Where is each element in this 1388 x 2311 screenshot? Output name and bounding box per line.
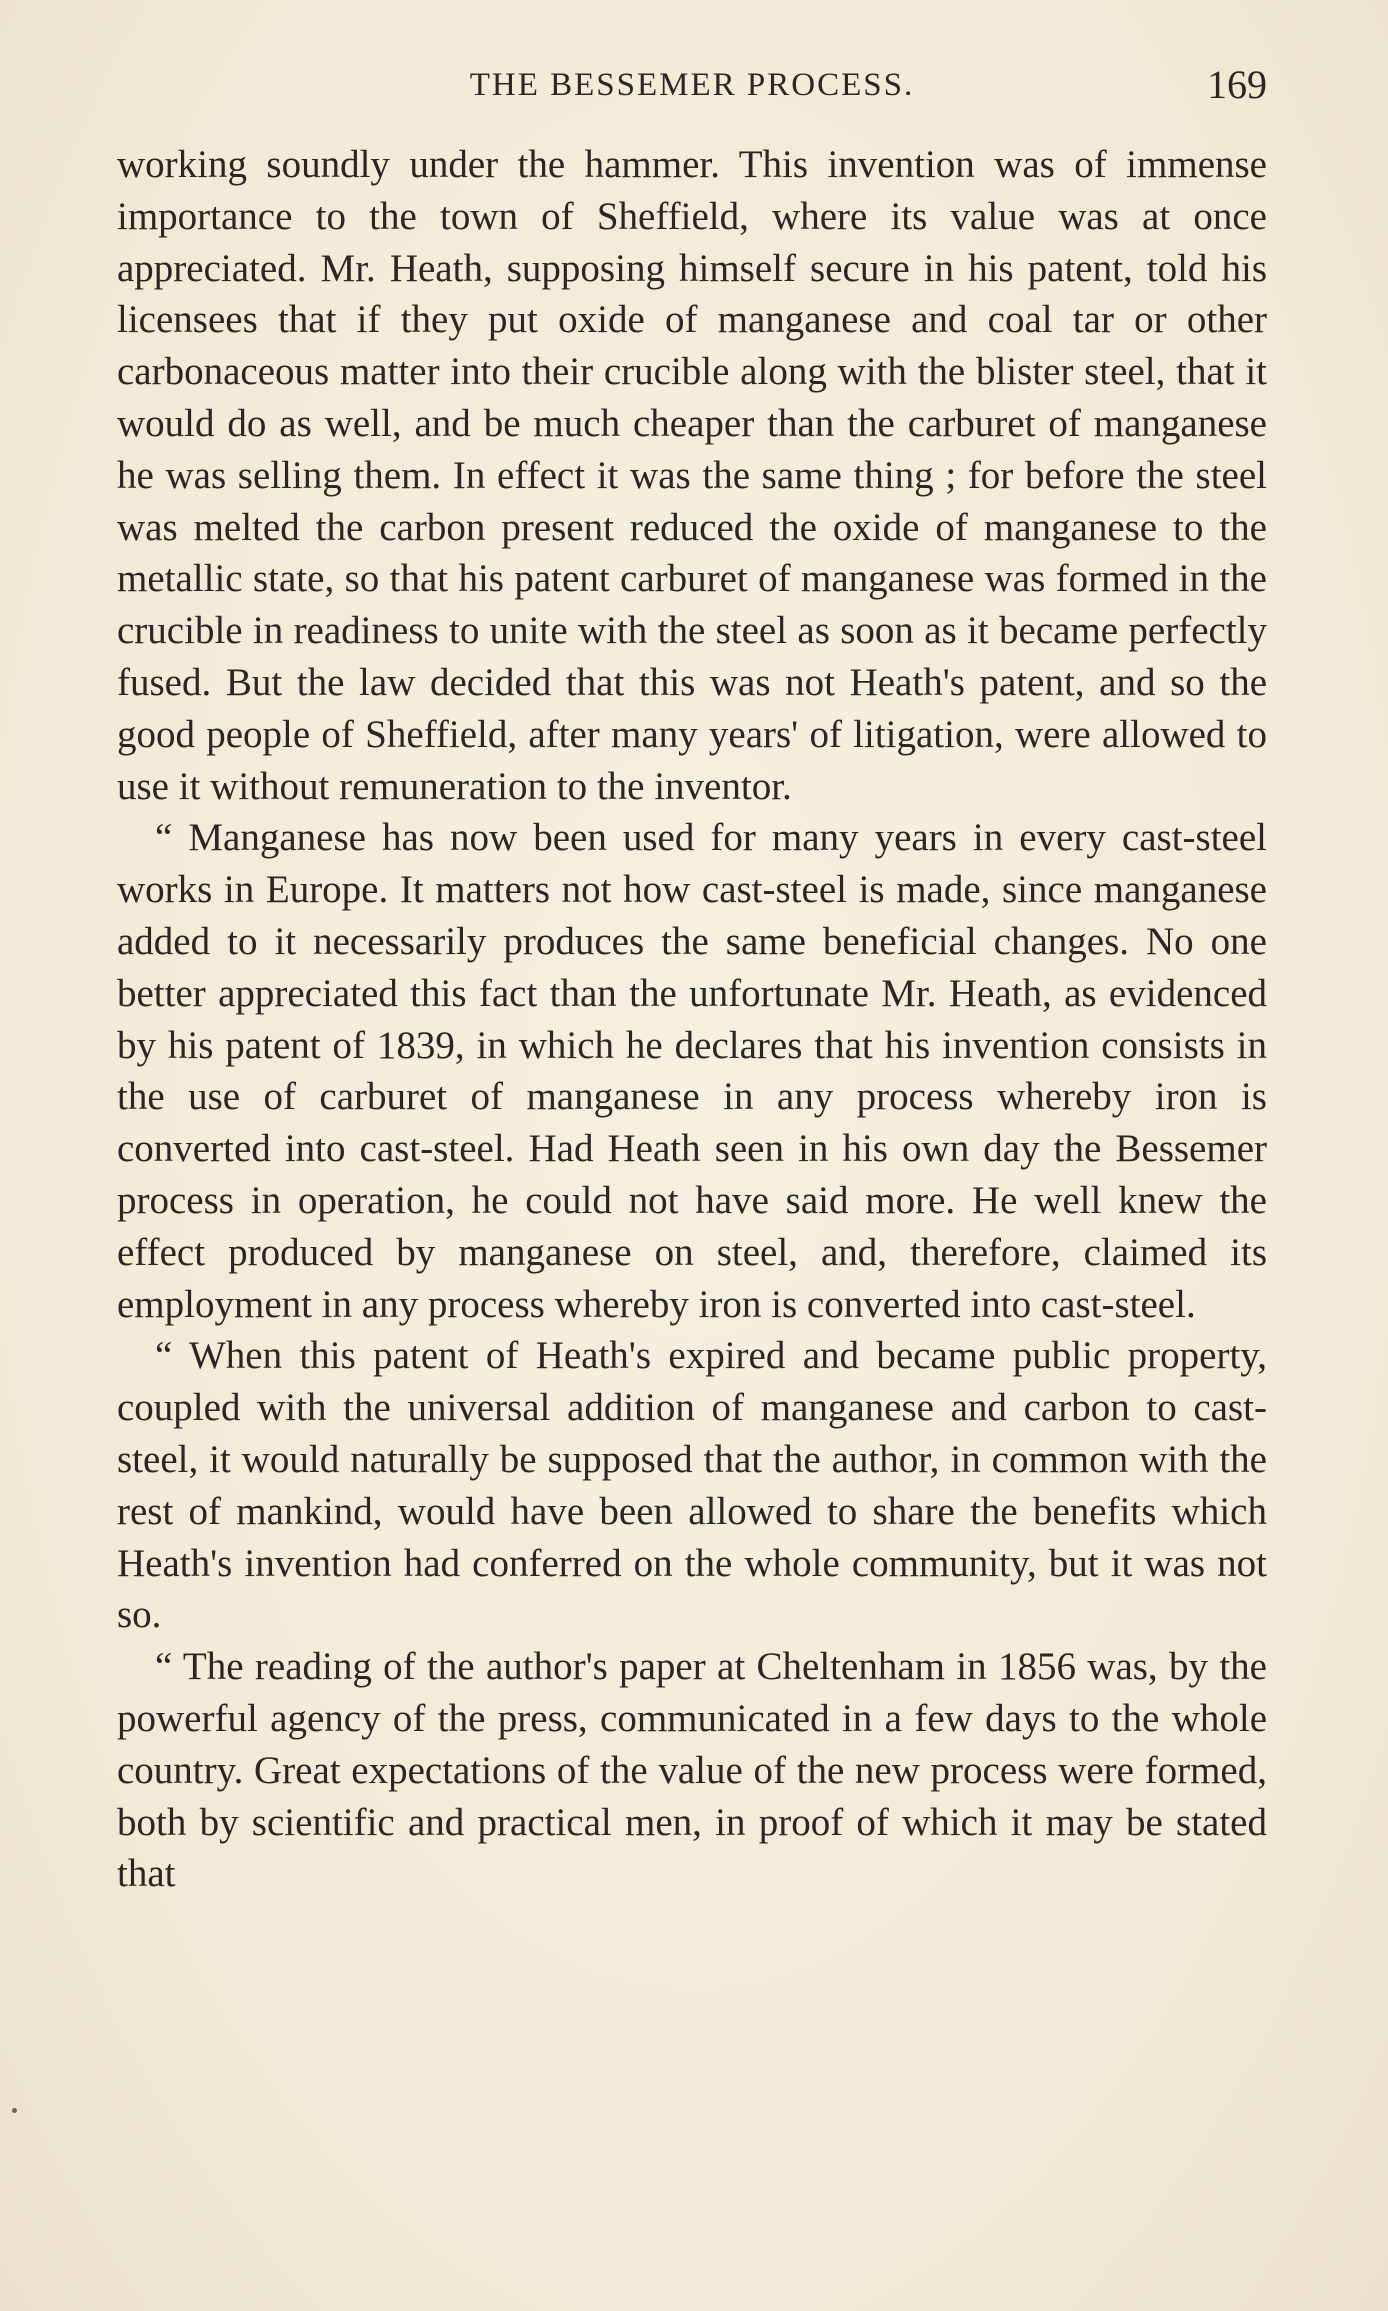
- running-title: THE BESSEMER PROCESS.: [469, 67, 915, 103]
- paragraph-4: “ The reading of the author's paper at Cheltenham in 1856 was, by the powerful agency of the press, communicated in a few days to the whole country. Great expectations of the value of the new process were formed, both by scientific and practical men, in proof of which it may be stated that: [117, 1645, 1267, 1896]
- body-text: [117, 139, 1267, 1900]
- page-header: [117, 62, 1267, 112]
- margin-speck: [12, 2108, 17, 2113]
- paragraph-3: “ When this patent of Heath's expired and became public property, coupled with the universal addition of manganese and carbon to cast-steel, it would naturally be supposed that the author, in common with the rest of mankind, would have been allowed to share the benefits which Heath's invention had conferred on the whole community, but it was not so.: [117, 1334, 1267, 1637]
- page-number: 169: [1207, 62, 1267, 107]
- paragraph-2: “ Manganese has now been used for many years in every cast-steel works in Europe. It matters not how cast-steel is made, since manganese added to it necessarily produces the same beneficial changes. No one better appreciated this fact than the unfortunate Mr. Heath, as evidenced by his patent of 1839, in which he declares that his invention consists in the use of carburet of manganese in any process whereby iron is converted into cast-steel. Had Heath seen in his own day the Bessemer process in operation, he could not have said more. He well knew the effect produced by manganese on steel, and, therefore, claimed its employment in any process whereby iron is converted into cast-steel.: [117, 816, 1267, 1326]
- paragraph-1: working soundly under the hammer. This invention was of immense importance to the town of Sheffield, where its value was at once appreciated. Mr. Heath, supposing himself secure in his patent, told his licensees that if they put oxide of manganese and coal tar or other carbonaceous matter into their crucible along with the blister steel, that it would do as well, and be much cheaper than the carburet of manganese he was selling them. In effect it was the same thing ; for before the steel was melted the carbon present reduced the oxide of manganese to the metallic state, so that his patent carburet of manganese was formed in the crucible in readiness to unite with the steel as soon as it became perfectly fused. But the law decided that this was not Heath's patent, and so the good people of Sheffield, after many years' of litigation, were allowed to use it without remuneration to the inventor.: [117, 143, 1267, 808]
